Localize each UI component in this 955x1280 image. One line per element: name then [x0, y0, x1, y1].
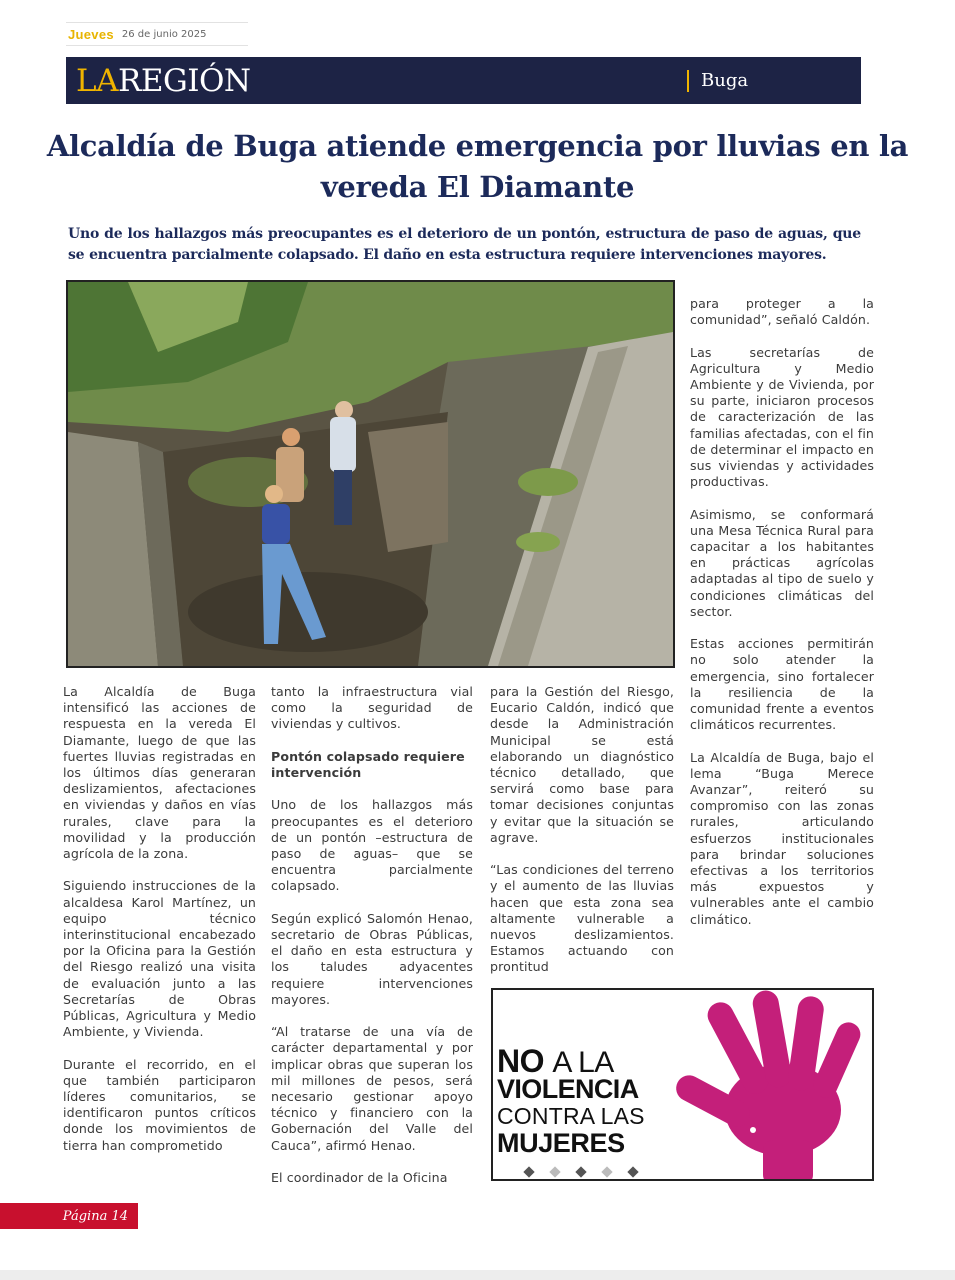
paragraph: Según explicó Salomón Henao, secretario de Obras Públicas, el daño en esta estructura y los taludes adyacentes requiere intervenciones mayores. — [271, 910, 473, 1007]
quote-paragraph: “Las condiciones del terreno y el aumento de las lluvias hacen que esta zona sea altamente vulnerable a nuevos deslizamientos. Estamos actuando con prontitud — [490, 862, 674, 975]
paragraph: para proteger a la comunidad”, señaló Caldón. — [690, 296, 874, 328]
campaign-ad — [491, 988, 874, 1181]
ad-line-violencia: VIOLENCIA — [497, 1074, 639, 1104]
ravine-photo-illustration — [68, 282, 673, 666]
logo-region: REGIÓN — [117, 63, 251, 99]
partner-logo-icon — [523, 1166, 534, 1177]
paragraph: Siguiendo instrucciones de la alcaldesa Karol Martínez, un equipo técnico interinstitucional encabezado por la Oficina para la Gestión del Riesgo realizó una visita de evaluación junto a las Secretarías de Obras Públicas, Agricultura y Medio Ambiente, y Vivienda. — [63, 878, 256, 1040]
partner-logo-icon — [627, 1166, 638, 1177]
partner-logo-icon — [575, 1166, 586, 1177]
paragraph: tanto la infraestructura vial como la seguridad de viviendas y cultivos. — [271, 684, 473, 732]
paragraph: Uno de los hallazgos más preocupantes es el deterioro de un pontón –estructura de paso de aguas– que se encuentra parcialmente colapsado. — [271, 797, 473, 894]
article-column-1 — [63, 684, 256, 1154]
article-deck: Uno de los hallazgos más preocupantes es el deterioro de un pontón, estructura de paso de aguas, que se encuentra parcialmente colapsado. El daño en esta estructura requiere intervenciones mayores. — [68, 226, 861, 263]
paragraph: La Alcaldía de Buga, bajo el lema “Buga Merece Avanzar”, reiteró su compromiso con las zonas rurales, articulando esfuerzos institucionales para brindar soluciones efectivas a los territorios más expuestos y vulnerables ante el cambio climático. — [690, 749, 874, 927]
article-column-2 — [271, 684, 473, 1186]
dateline — [66, 22, 248, 46]
logo-la: LA — [76, 63, 118, 99]
article-subhead: Pontón colapsado requiere intervención — [271, 748, 465, 780]
ad-slogan — [497, 1043, 645, 1158]
paragraph: Las secretarías de Agricultura y Medio Ambiente y de Vivienda, por su parte, iniciaron procesos de caracterización de las familias afectadas, con el fin de determinar el impacto en sus viviendas y actividades productivas. — [690, 344, 874, 490]
partner-logo-icon — [601, 1166, 612, 1177]
ad-logo-strip — [525, 1168, 637, 1176]
article-headline: Alcaldía de Buga atiende emergencia por lluvias en la vereda El Diamante — [46, 129, 909, 204]
article-column-4 — [690, 296, 874, 928]
page-number-tag — [0, 1203, 138, 1229]
ad-line-ala: A LA — [552, 1046, 614, 1079]
footer-bar — [0, 1270, 955, 1280]
article-column-3 — [490, 684, 674, 976]
paragraph: Estas acciones permitirán no solo atender la emergencia, sino fortalecer la resiliencia de la comunidad frente a eventos climáticos recurrentes. — [690, 636, 874, 733]
section-label: Buga — [687, 70, 748, 92]
article-photo — [66, 280, 675, 668]
handprint-icon — [633, 990, 874, 1181]
dateline-day: Jueves — [68, 26, 114, 42]
paragraph: Asimismo, se conformará una Mesa Técnica Rural para capacitar a los habitantes en prácticas agrícolas adaptadas al tipo de suelo y condiciones climáticas del sector. — [690, 506, 874, 619]
partner-logo-icon — [549, 1166, 560, 1177]
paragraph: El coordinador de la Oficina — [271, 1170, 448, 1186]
masthead — [66, 57, 861, 104]
ad-line-mujeres: MUJERES — [497, 1128, 625, 1158]
ad-line-no: NO — [497, 1043, 544, 1079]
page-number: Página 14 — [62, 1208, 128, 1224]
quote-paragraph: “Al tratarse de una vía de carácter departamental y por implicar obras que superan los mil millones de pesos, será necesario gestionar apoyo técnico y financiero con la Gobernación del Valle del Cauca”, afirmó Henao. — [271, 1024, 473, 1153]
paragraph: para la Gestión del Riesgo, Eucario Caldón, indicó que desde la Administración Municipal se está elaborando un diagnóstico técnico detallado, que servirá como base para tomar decisiones conjuntas y evitar que la situación se agrave. — [490, 684, 674, 845]
newspaper-logo — [76, 63, 251, 99]
dateline-date: 26 de junio 2025 — [121, 28, 207, 40]
ad-line-contra: CONTRA LAS — [497, 1103, 645, 1129]
paragraph: La Alcaldía de Buga intensificó las acciones de respuesta en la vereda El Diamante, luego de que las fuertes lluvias registradas en los últimos días generaran deslizamientos, afectaciones en viviendas y daños en vías rurales, clave para la movilidad y la producción agrícola de la zona. — [63, 684, 256, 862]
paragraph: Durante el recorrido, en el que también participaron líderes comunitarios, se identificaron puntos críticos donde los movimientos de tierra han comprometido — [63, 1056, 256, 1153]
